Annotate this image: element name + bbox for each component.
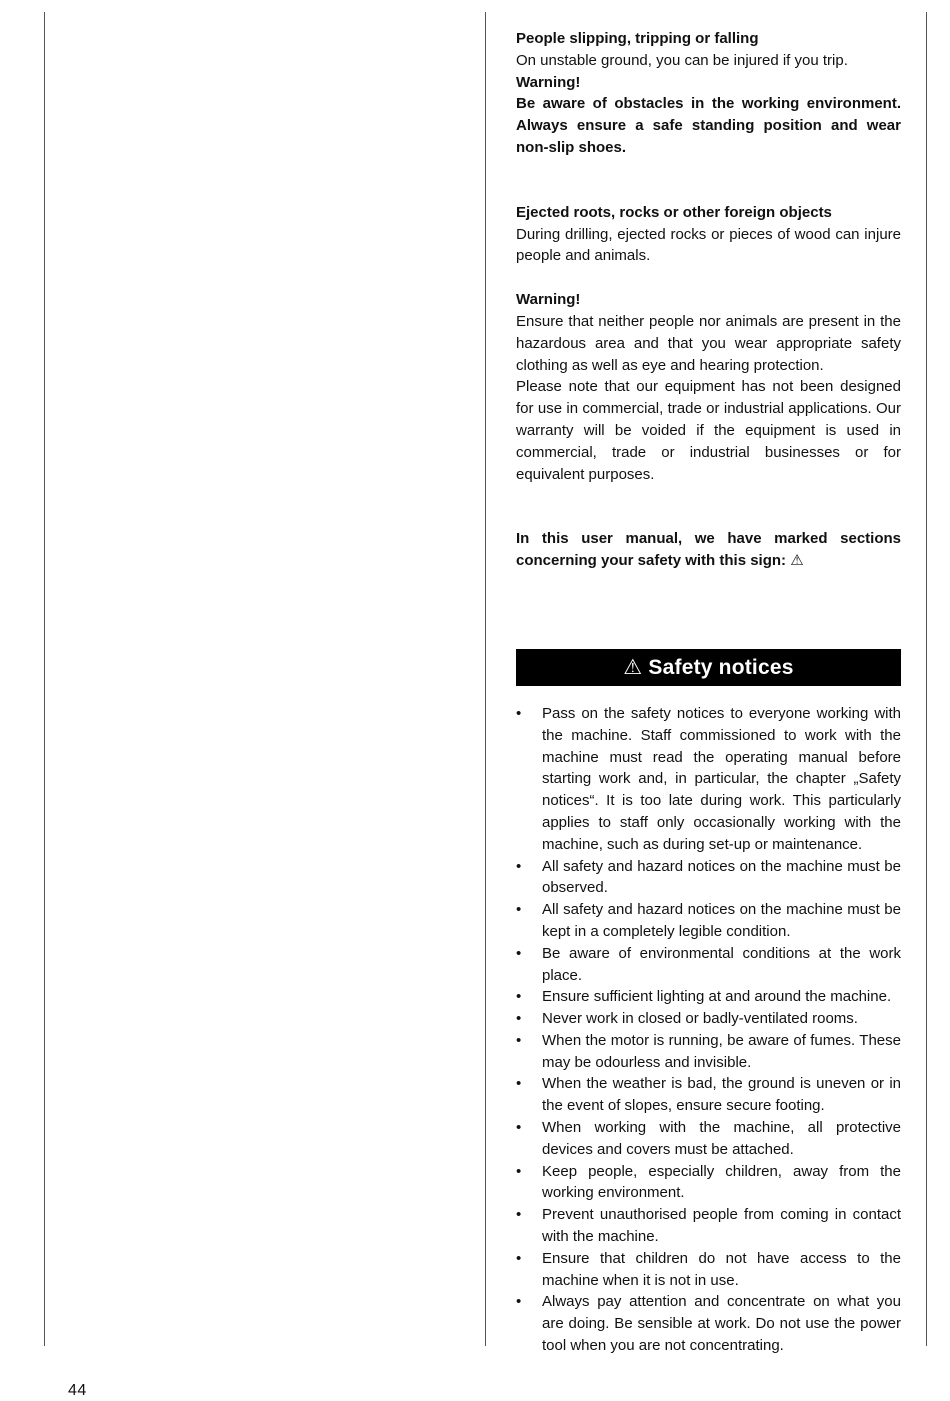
list-item: • When working with the machine, all protective devices and covers must be attached. — [516, 1117, 901, 1161]
ejected-heading: Ejected roots, rocks or other foreign objects — [516, 203, 832, 221]
column-divider-rule — [485, 12, 486, 1346]
slipping-warning-text: Be aware of obstacles in the working environment. Always ensure a safe standing position and wear non-slip shoes. — [516, 95, 901, 156]
slipping-heading: People slipping, tripping or falling — [516, 30, 759, 47]
page-number: 44 — [68, 1382, 87, 1399]
list-item: • Always pay attention and concentrate on what you are doing. Be sensible at work. Do not use the power tool when you are not concentrating. — [516, 1291, 901, 1356]
slipping-warning-label: Warning! — [516, 73, 581, 91]
ejected-objects-section — [516, 202, 901, 486]
list-item: • All safety and hazard notices on the machine must be kept in a completely legible condition. — [516, 899, 901, 943]
list-item: • Keep people, especially children, away from the working environment. — [516, 1161, 901, 1205]
list-item: • When the weather is bad, the ground is uneven or in the event of slopes, ensure secure footing. — [516, 1073, 901, 1117]
slipping-text: On unstable ground, you can be injured if you trip. — [516, 51, 848, 69]
ejected-warning-text: Ensure that neither people nor animals are present in the hazardous area and that you wear appropriate safety clothing as well as eye and hearing protection. — [516, 312, 901, 374]
warranty-text: Please note that our equipment has not been designed for use in commercial, trade or industrial applications. Our warranty will be voided if the equipment is used in commercial, trade or industrial businesses or for equivalent purposes. — [516, 378, 901, 483]
list-item: • Ensure sufficient lighting at and around the machine. — [516, 986, 901, 1008]
ejected-warning-label: Warning! — [516, 291, 581, 309]
list-item: • All safety and hazard notices on the machine must be observed. — [516, 856, 901, 900]
safety-notices-banner — [516, 649, 901, 686]
left-margin-rule — [44, 12, 45, 1346]
list-item: • Never work in closed or badly-ventilated rooms. — [516, 1008, 901, 1030]
ejected-text: During drilling, ejected rocks or pieces of wood can injure people and animals. — [516, 225, 901, 265]
list-item: • Prevent unauthorised people from coming in contact with the machine. — [516, 1204, 901, 1248]
manual-note — [516, 528, 901, 572]
warning-triangle-icon: ⚠ — [790, 552, 804, 570]
safety-notices-list — [516, 703, 901, 1357]
safety-notices-title: Safety notices — [648, 655, 794, 679]
list-item: • When the motor is running, be aware of fumes. These may be odourless and invisible. — [516, 1030, 901, 1074]
manual-note-text: In this user manual, we have marked sections concerning your safety with this sign: — [516, 530, 901, 570]
list-item: • Ensure that children do not have access to the machine when it is not in use. — [516, 1248, 901, 1292]
right-margin-rule — [926, 12, 927, 1346]
right-text-column — [516, 28, 901, 1357]
slipping-section — [516, 28, 901, 159]
list-item: • Pass on the safety notices to everyone working with the machine. Staff commissioned to work with the machine must read the operating manual before starting work and, in particular, the chapter „Safety notices“. It is too late during work. This particularly applies to staff only occasionally working with the machine, such as during set-up or maintenance. — [516, 703, 901, 856]
warning-triangle-icon: ⚠ — [623, 655, 643, 679]
list-item: • Be aware of environmental conditions at the work place. — [516, 943, 901, 987]
